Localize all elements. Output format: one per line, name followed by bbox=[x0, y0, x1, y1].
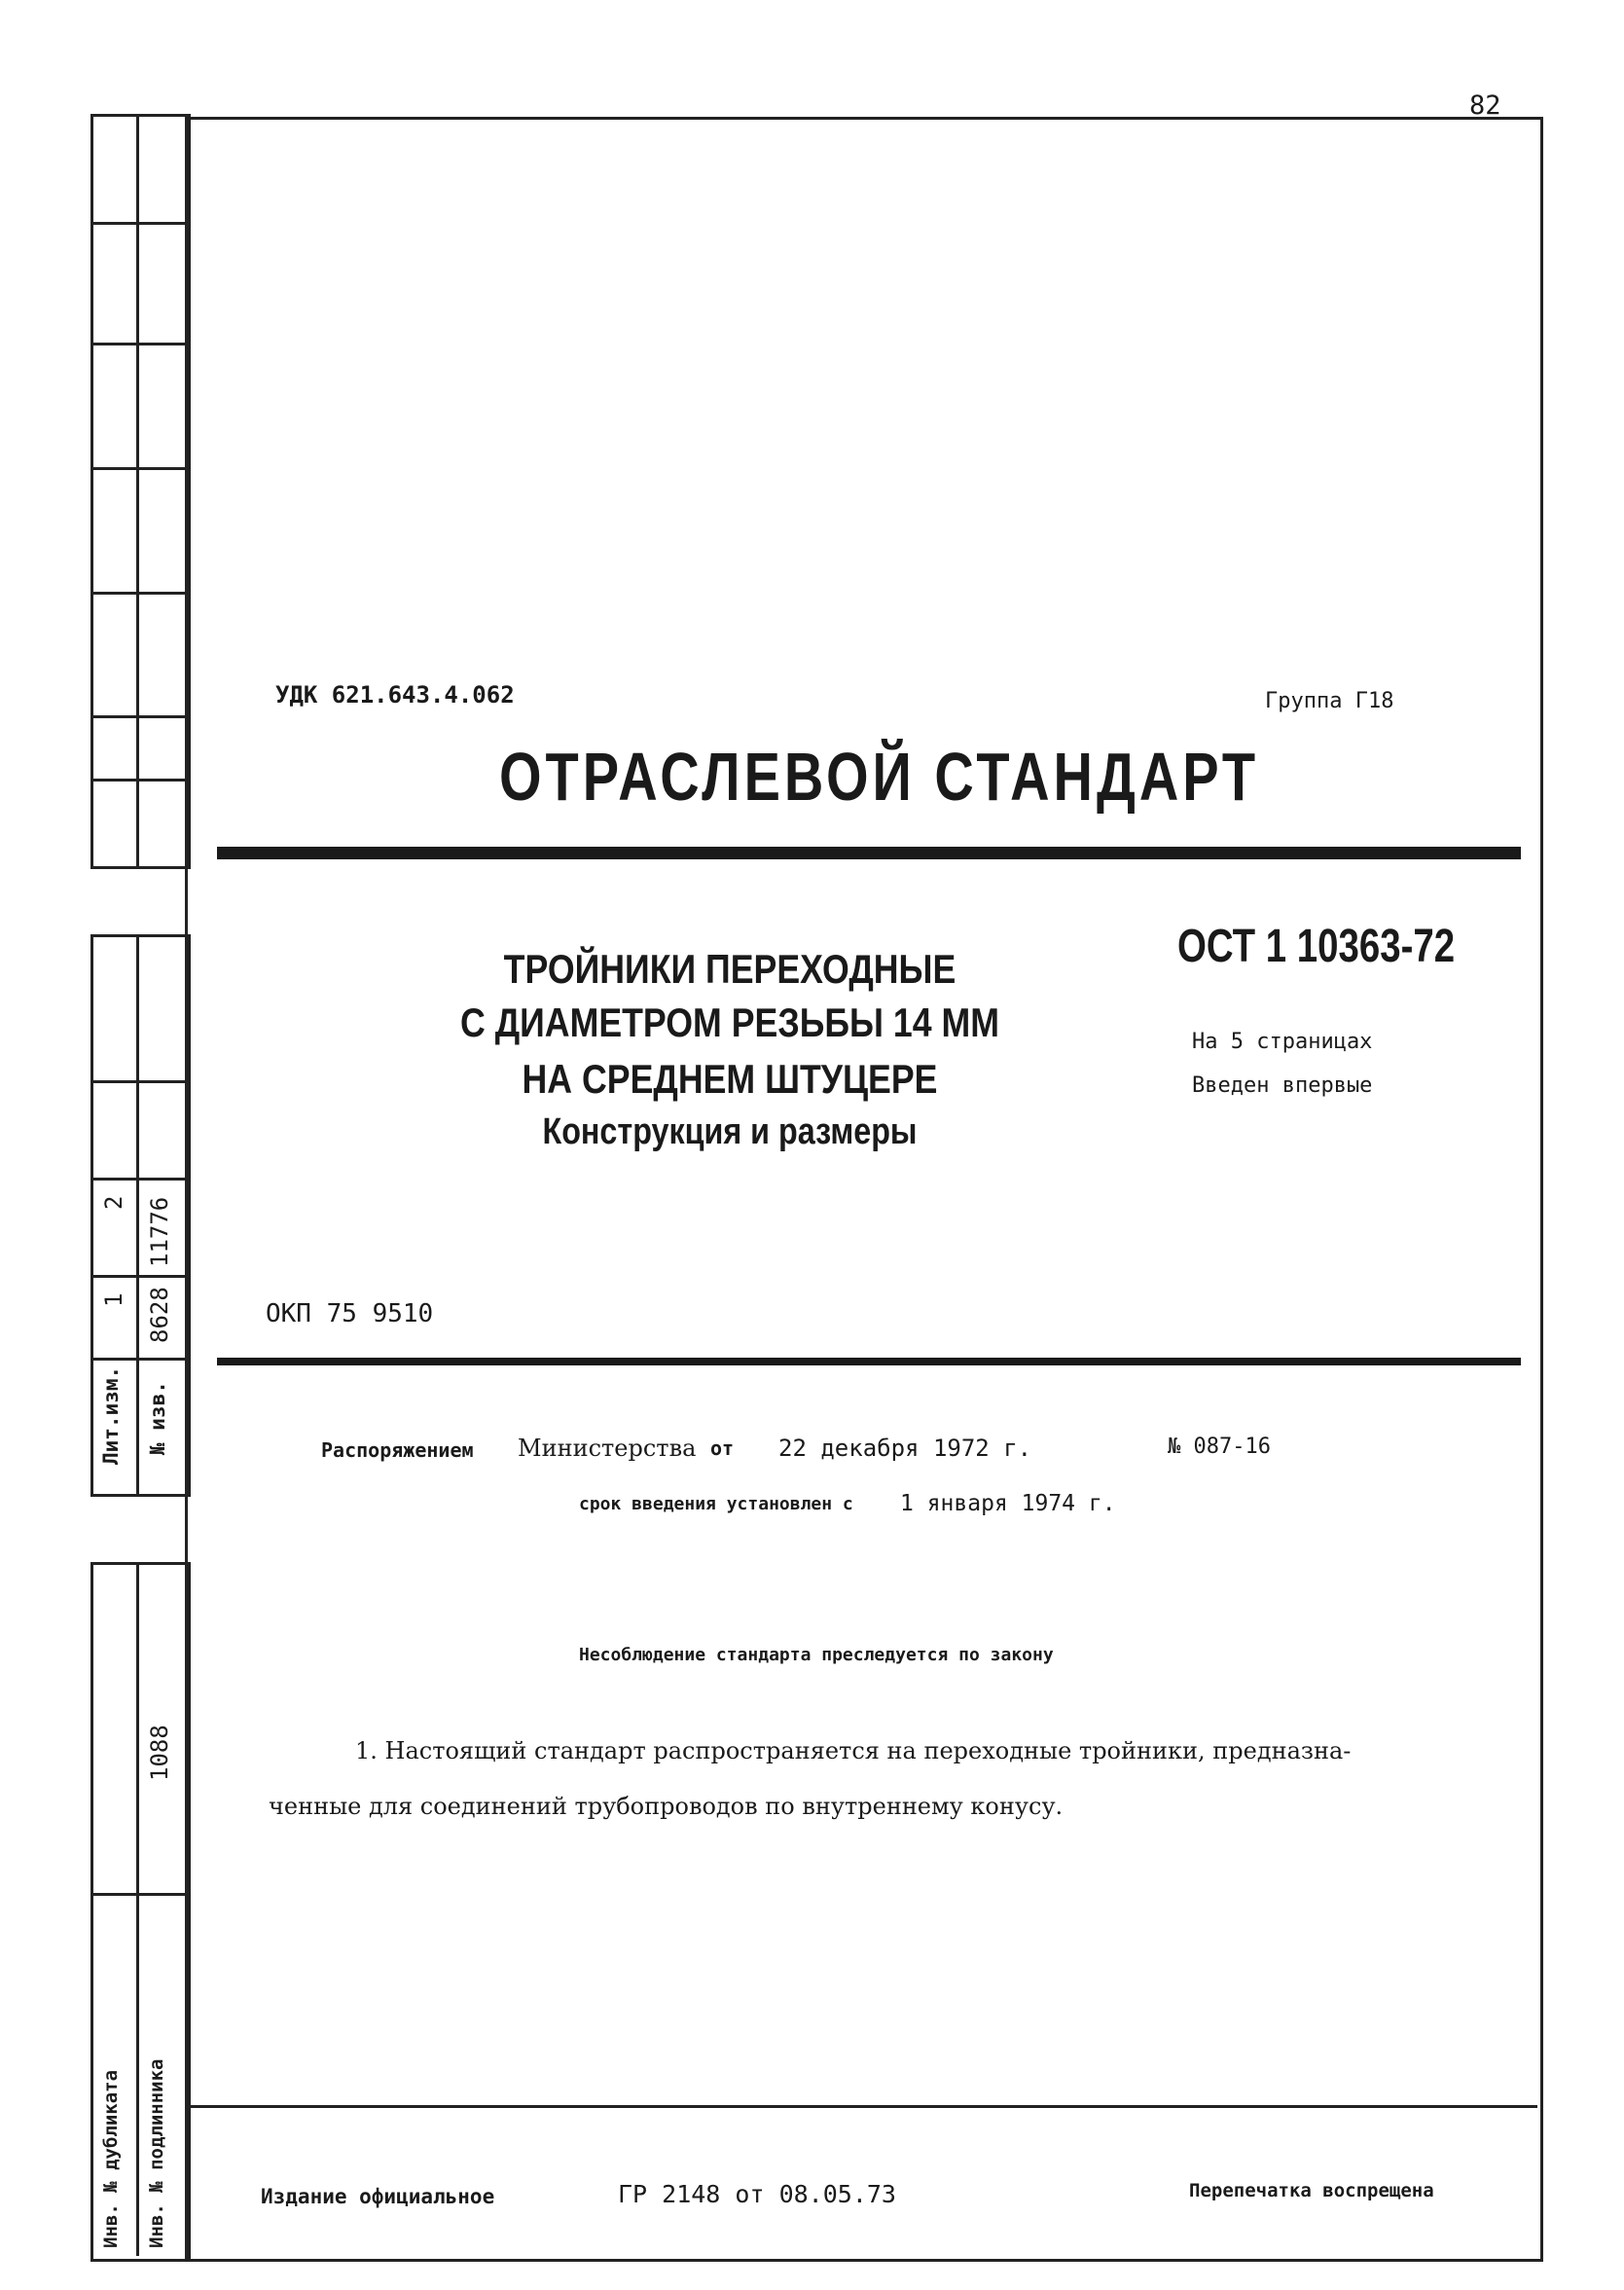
side-col1-value-1: 1 bbox=[100, 1292, 127, 1307]
side-row-line bbox=[90, 1275, 185, 1278]
side-dup-number: 1088 bbox=[146, 1725, 173, 1781]
title-rule bbox=[217, 847, 1521, 859]
side-orig-label: Инв. № подлинника bbox=[146, 2058, 167, 2248]
side-col2-value-1: 8628 bbox=[146, 1287, 173, 1343]
page-number: 82 bbox=[1469, 91, 1501, 121]
side-row-line bbox=[90, 592, 185, 595]
footer-reg: ГР 2148 от 08.05.73 bbox=[618, 2180, 896, 2208]
paragraph-1-line-2: ченные для соединений трубопроводов по внутреннему конусу. bbox=[269, 1793, 1064, 1820]
effective-date: 1 января 1974 г. bbox=[900, 1491, 1116, 1516]
main-title: ОТРАСЛЕВОЙ СТАНДАРТ bbox=[499, 739, 1260, 815]
doc-title-line-2: С ДИАМЕТРОМ РЕЗЬБЫ 14 ММ bbox=[460, 1000, 999, 1045]
standard-number: ОСТ 1 10363-72 bbox=[1177, 921, 1456, 972]
footer-rule bbox=[188, 2105, 1537, 2108]
okp-code: ОКП 75 9510 bbox=[266, 1299, 434, 1328]
effective-label: срок введения установлен с bbox=[579, 1494, 853, 1514]
side-row-line bbox=[90, 1358, 185, 1361]
side-row-line bbox=[90, 467, 185, 470]
side-row-line bbox=[90, 779, 185, 782]
side-row-line bbox=[90, 343, 185, 345]
introduced-info: Введен впервые bbox=[1192, 1073, 1373, 1098]
side-dup-label: Инв. № дубликата bbox=[100, 2069, 122, 2248]
footer-reprint: Перепечатка воспрещена bbox=[1189, 2180, 1434, 2201]
pages-info: На 5 страницах bbox=[1192, 1030, 1373, 1054]
doc-title-line-3: НА СРЕДНЕМ ШТУЦЕРЕ bbox=[522, 1056, 938, 1102]
law-warning: Несоблюдение стандарта преследуется по закону bbox=[579, 1645, 1054, 1665]
side-divider-middle bbox=[136, 934, 139, 1494]
order-authority: Министерства bbox=[518, 1435, 697, 1462]
footer-official: Издание официальное bbox=[261, 2185, 495, 2208]
side-divider-upper bbox=[136, 114, 139, 866]
side-col2-value-2: 11776 bbox=[146, 1196, 173, 1267]
paragraph-1-line-1: 1. Настоящий стандарт распространяется на переходные тройники, предназна- bbox=[355, 1737, 1352, 1764]
page-frame bbox=[185, 117, 1543, 2262]
order-date: 22 декабря 1972 г. bbox=[778, 1435, 1032, 1462]
side-row-line bbox=[90, 222, 185, 225]
order-label: Распоряжением bbox=[321, 1438, 474, 1462]
side-row-line bbox=[90, 1080, 185, 1083]
doc-subtitle: Конструкция и размеры bbox=[542, 1111, 918, 1152]
order-number: № 087-16 bbox=[1168, 1435, 1271, 1459]
doc-title-line-1: ТРОЙНИКИ ПЕРЕХОДНЫЕ bbox=[503, 946, 956, 992]
udk-code: УДК 621.643.4.062 bbox=[275, 681, 515, 709]
side-row-line bbox=[90, 715, 185, 718]
side-row-line bbox=[90, 1893, 185, 1896]
order-from: от bbox=[710, 1436, 735, 1460]
side-col2-header: № изв. bbox=[146, 1381, 169, 1455]
side-col1-value-2: 2 bbox=[100, 1195, 127, 1210]
group-code: Группа Г18 bbox=[1265, 689, 1394, 713]
side-divider-lower bbox=[136, 1562, 139, 2256]
side-row-line bbox=[90, 1178, 185, 1181]
side-stamp-upper bbox=[90, 114, 191, 869]
okp-rule bbox=[217, 1358, 1521, 1365]
side-col1-header: Лит.изм. bbox=[99, 1365, 123, 1465]
